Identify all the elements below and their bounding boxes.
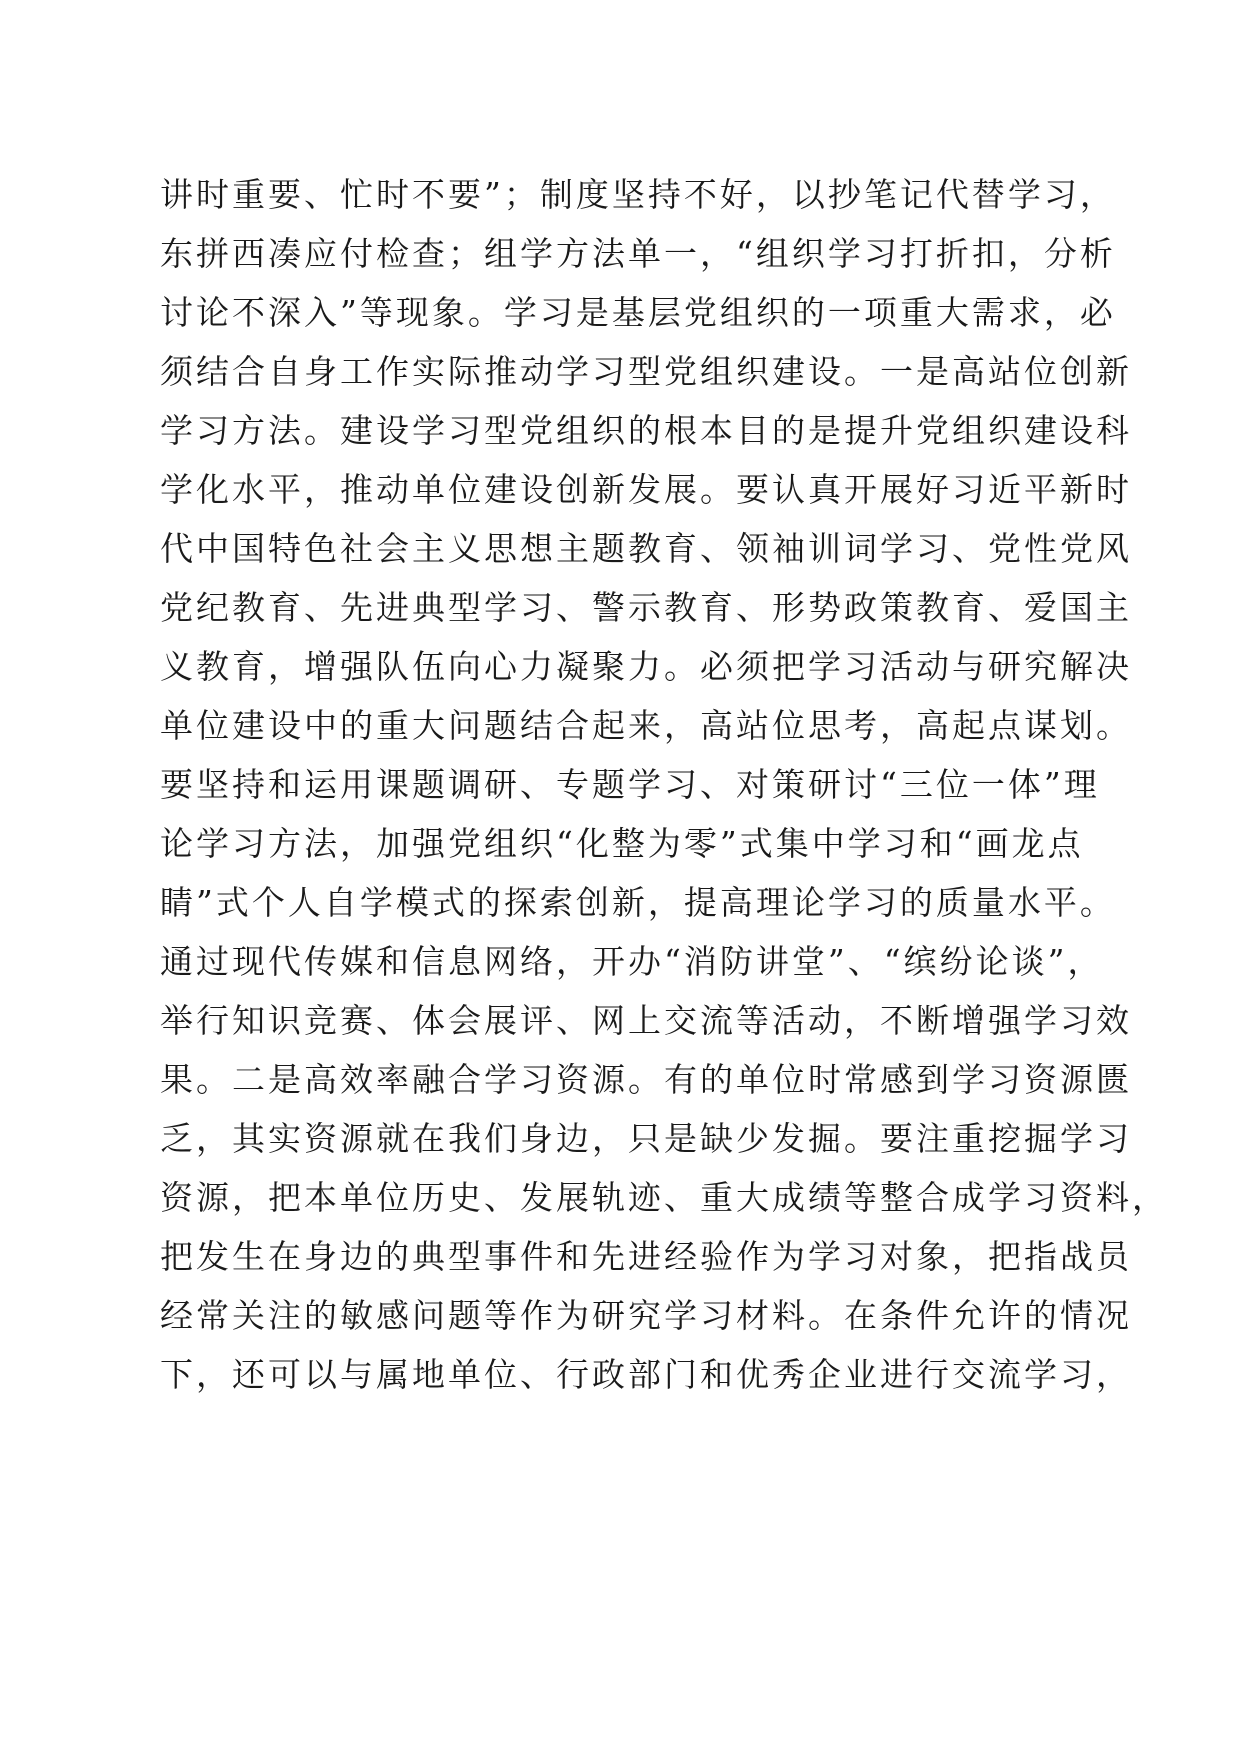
- text-line: 党纪教育、先进典型学习、警示教育、形势政策教育、爱国主: [160, 588, 1132, 627]
- text-line: 须结合自身工作实际推动学习型党组织建设。一是高站位创新: [160, 352, 1132, 391]
- text-line: 经常关注的敏感问题等作为研究学习材料。在条件允许的情况: [160, 1296, 1132, 1335]
- text-line: 要坚持和运用课题调研、专题学习、对策研讨“三位一体”理: [160, 765, 1100, 804]
- text-line: 东拼西凑应付检查；组学方法单一，“组织学习打折扣，分析: [160, 234, 1116, 273]
- text-line: 单位建设中的重大问题结合起来，高站位思考，高起点谋划。: [160, 706, 1132, 745]
- text-line: 通过现代传媒和信息网络，开办“消防讲堂”、“缤纷论谈”，: [160, 942, 1104, 981]
- text-line: 讲时重要、忙时不要”；制度坚持不好，以抄笔记代替学习，: [160, 175, 1116, 214]
- text-line: 讨论不深入”等现象。学习是基层党组织的一项重大需求，必: [160, 293, 1116, 332]
- body-text: [160, 165, 1168, 1404]
- text-line: 学习方法。建设学习型党组织的根本目的是提升党组织建设科: [160, 411, 1132, 450]
- text-line: 果。二是高效率融合学习资源。有的单位时常感到学习资源匮: [160, 1060, 1132, 1099]
- text-line: 下，还可以与属地单位、行政部门和优秀企业进行交流学习，: [160, 1355, 1132, 1394]
- text-line: 睛”式个人自学模式的探索创新，提高理论学习的质量水平。: [160, 883, 1116, 922]
- text-line: 代中国特色社会主义思想主题教育、领袖训词学习、党性党风: [160, 529, 1132, 568]
- text-line: 举行知识竞赛、体会展评、网上交流等活动，不断增强学习效: [160, 1001, 1132, 1040]
- text-line: 资源，把本单位历史、发展轨迹、重大成绩等整合成学习资料，: [160, 1178, 1168, 1217]
- text-line: 把发生在身边的典型事件和先进经验作为学习对象，把指战员: [160, 1237, 1132, 1276]
- text-line: 乏，其实资源就在我们身边，只是缺少发掘。要注重挖掘学习: [160, 1119, 1132, 1158]
- text-line: 义教育，增强队伍向心力凝聚力。必须把学习活动与研究解决: [160, 647, 1132, 686]
- text-line: 论学习方法，加强党组织“化整为零”式集中学习和“画龙点: [160, 824, 1084, 863]
- text-line: 学化水平，推动单位建设创新发展。要认真开展好习近平新时: [160, 470, 1132, 509]
